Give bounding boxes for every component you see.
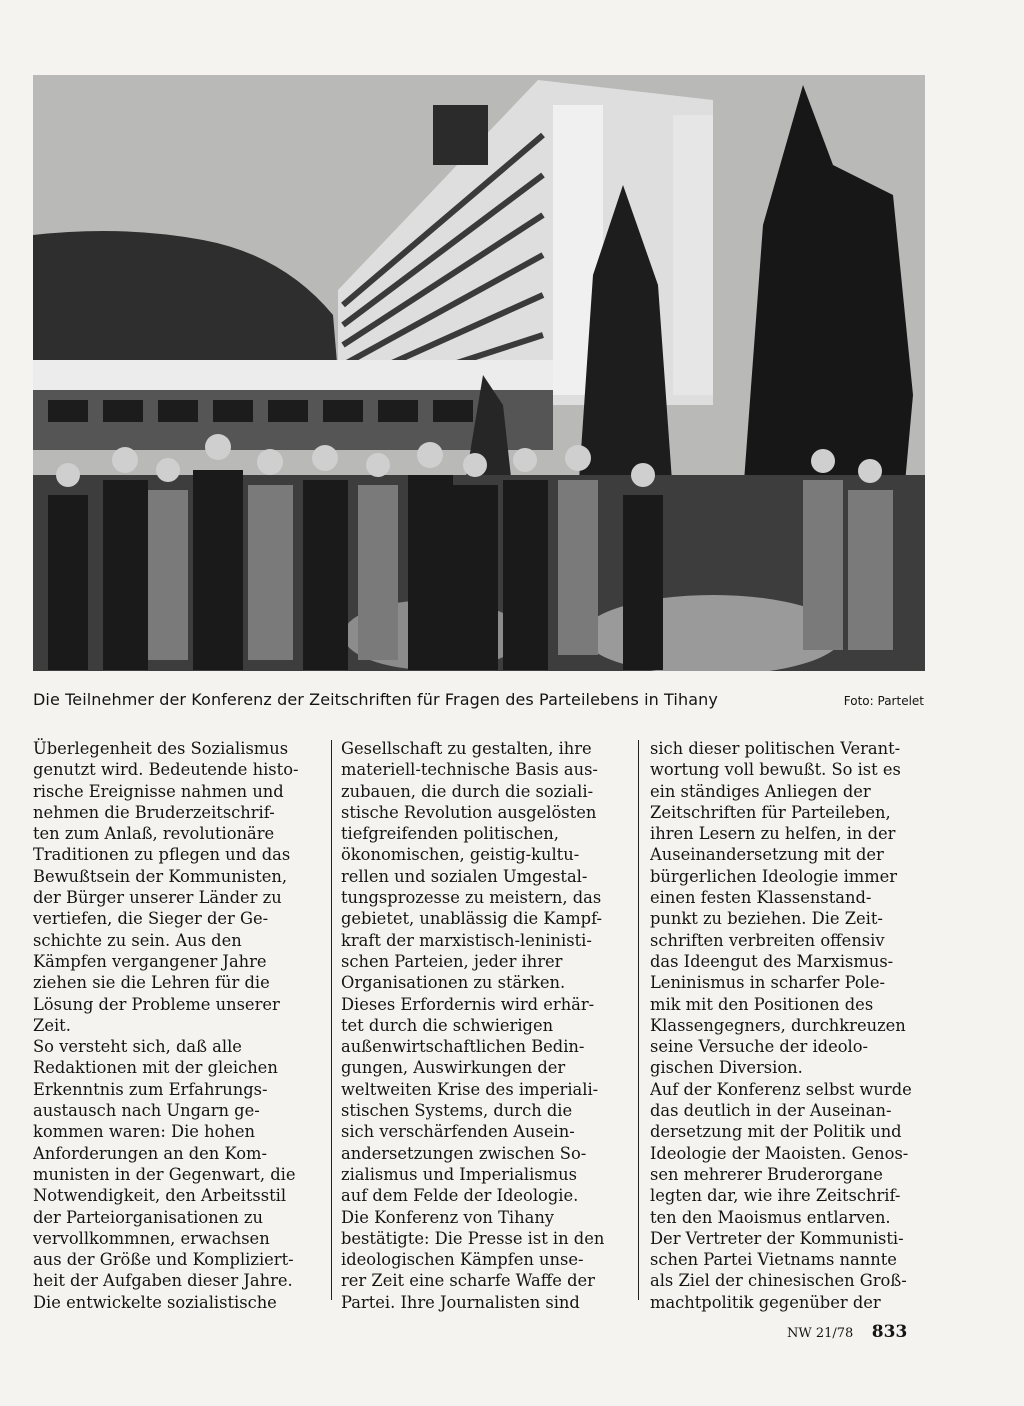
text-line: wortung voll bewußt. So ist es — [650, 760, 901, 780]
text-line: der Bürger unserer Länder zu — [33, 888, 282, 908]
text-line: aus der Größe und Kompliziert- — [33, 1250, 294, 1270]
text-line: als Ziel der chinesischen Groß- — [650, 1271, 907, 1291]
text-line: schen Parteien, jeder ihrer — [341, 951, 563, 971]
text-line: rellen und sozialen Umgestal- — [341, 866, 588, 886]
text-line: ökonomischen, geistig-kultu- — [341, 845, 580, 865]
text-line: zialismus und Imperialismus — [341, 1164, 577, 1184]
text-line: Gesellschaft zu gestalten, ihre — [341, 739, 592, 758]
text-line: nehmen die Bruderzeitschrif- — [33, 802, 275, 822]
text-line: Die entwickelte sozialistische — [33, 1292, 277, 1312]
text-line: andersetzungen zwischen So- — [341, 1143, 587, 1163]
text-line: schen Partei Vietnams nannte — [650, 1250, 897, 1270]
text-line: heit der Aufgaben dieser Jahre. — [33, 1271, 293, 1291]
text-column-2 — [341, 738, 623, 1313]
text-line: bürgerlichen Ideologie immer — [650, 866, 898, 886]
text-line: schriften verbreiten offensiv — [650, 930, 885, 950]
text-line: Traditionen zu pflegen und das — [33, 845, 291, 865]
text-line: materiell-technische Basis aus- — [341, 760, 598, 780]
text-line: weltweiten Krise des imperiali- — [341, 1079, 599, 1099]
text-line: Kämpfen vergangener Jahre — [33, 951, 267, 971]
text-line: Auf der Konferenz selbst wurde — [650, 1079, 912, 1099]
text-line: Lösung der Probleme unserer — [33, 994, 280, 1014]
group-photo — [33, 75, 925, 671]
text-line: der Parteiorganisationen zu — [33, 1207, 263, 1227]
text-line: ten den Maoismus entlarven. — [650, 1207, 891, 1227]
photo-caption: Die Teilnehmer der Konferenz der Zeitschriften für Fragen des Parteilebens in Tihany — [33, 690, 718, 709]
text-line: das deutlich in der Auseinan- — [650, 1101, 892, 1121]
text-line: außenwirtschaftlichen Bedin- — [341, 1037, 585, 1057]
text-line: Die Konferenz von Tihany — [341, 1207, 555, 1227]
text-line: Zeitschriften für Parteileben, — [650, 802, 891, 822]
text-line: Partei. Ihre Journalisten sind — [341, 1292, 580, 1312]
text-line: zubauen, die durch die soziali- — [341, 781, 594, 801]
text-line: tungsprozesse zu meistern, das — [341, 888, 602, 908]
text-line: Anforderungen an den Kom- — [33, 1143, 267, 1163]
text-line: das Ideengut des Marxismus- — [650, 951, 894, 971]
text-line: schichte zu sein. Aus den — [33, 930, 242, 950]
text-column-1 — [33, 738, 315, 1313]
text-line: ten zum Anlaß, revolutionäre — [33, 824, 275, 844]
text-line: auf dem Felde der Ideologie. — [341, 1186, 579, 1206]
text-line: Überlegenheit des Sozialismus — [33, 739, 289, 758]
text-line: dersetzung mit der Politik und — [650, 1122, 902, 1142]
text-line: kraft der marxistisch-leninisti- — [341, 930, 592, 950]
text-line: vertiefen, die Sieger der Ge- — [33, 909, 269, 929]
text-line: So versteht sich, daß alle — [33, 1037, 242, 1057]
column-divider — [331, 740, 332, 1300]
text-line: ein ständiges Anliegen der — [650, 781, 871, 801]
text-line: stische Revolution ausgelösten — [341, 802, 597, 822]
text-line: gungen, Auswirkungen der — [341, 1058, 566, 1078]
text-line: Leninismus in scharfer Pole- — [650, 973, 886, 993]
column-divider — [638, 740, 639, 1300]
text-line: Auseinandersetzung mit der — [650, 845, 884, 865]
text-line: seine Versuche der ideolo- — [650, 1037, 869, 1057]
photo-credit: Foto: Partelet — [843, 694, 924, 708]
text-line: tiefgreifenden politischen, — [341, 824, 559, 844]
text-line: Zeit. — [33, 1015, 71, 1035]
text-line: Dieses Erfordernis wird erhär- — [341, 994, 595, 1014]
text-line: Notwendigkeit, den Arbeitsstil — [33, 1186, 287, 1206]
text-line: legten dar, wie ihre Zeitschrif- — [650, 1186, 901, 1206]
page-footer — [787, 1322, 932, 1342]
issue-number: NW 21/78 — [787, 1326, 854, 1341]
text-line: Organisationen zu stärken. — [341, 973, 566, 993]
text-line: einen festen Klassenstand- — [650, 888, 872, 908]
text-line: punkt zu beziehen. Die Zeit- — [650, 909, 883, 929]
text-line: Redaktionen mit der gleichen — [33, 1058, 278, 1078]
text-line: ideologischen Kämpfen unse- — [341, 1250, 584, 1270]
text-line: kommen waren: Die hohen — [33, 1122, 256, 1142]
text-line: machtpolitik gegenüber der — [650, 1292, 881, 1312]
text-line: sich verschärfenden Ausein- — [341, 1122, 575, 1142]
text-line: genutzt wird. Bedeutende histo- — [33, 760, 299, 780]
text-line: sich dieser politischen Verant- — [650, 739, 901, 758]
text-line: mik mit den Positionen des — [650, 994, 874, 1014]
text-line: rer Zeit eine scharfe Waffe der — [341, 1271, 595, 1291]
text-line: vervollkommnen, erwachsen — [33, 1228, 270, 1248]
text-line: rische Ereignisse nahmen und — [33, 781, 284, 801]
text-line: gischen Diversion. — [650, 1058, 803, 1078]
text-line: Der Vertreter der Kommunisti- — [650, 1228, 904, 1248]
text-line: Ideologie der Maoisten. Genos- — [650, 1143, 909, 1163]
text-line: Erkenntnis zum Erfahrungs- — [33, 1079, 268, 1099]
text-line: sen mehrerer Bruderorgane — [650, 1164, 883, 1184]
text-line: gebietet, unablässig die Kampf- — [341, 909, 603, 929]
text-line: bestätigte: Die Presse ist in den — [341, 1228, 605, 1248]
text-line: austausch nach Ungarn ge- — [33, 1101, 260, 1121]
text-line: stischen Systems, durch die — [341, 1101, 573, 1121]
text-line: Bewußtsein der Kommunisten, — [33, 866, 288, 886]
text-line: tet durch die schwierigen — [341, 1015, 554, 1035]
text-line: Klassengegners, durchkreuzen — [650, 1015, 906, 1035]
text-line: munisten in der Gegenwart, die — [33, 1164, 296, 1184]
page-number: 833 — [871, 1322, 908, 1342]
text-column-3 — [650, 738, 932, 1313]
text-line: ihren Lesern zu helfen, in der — [650, 824, 896, 844]
text-line: ziehen sie die Lehren für die — [33, 973, 270, 993]
